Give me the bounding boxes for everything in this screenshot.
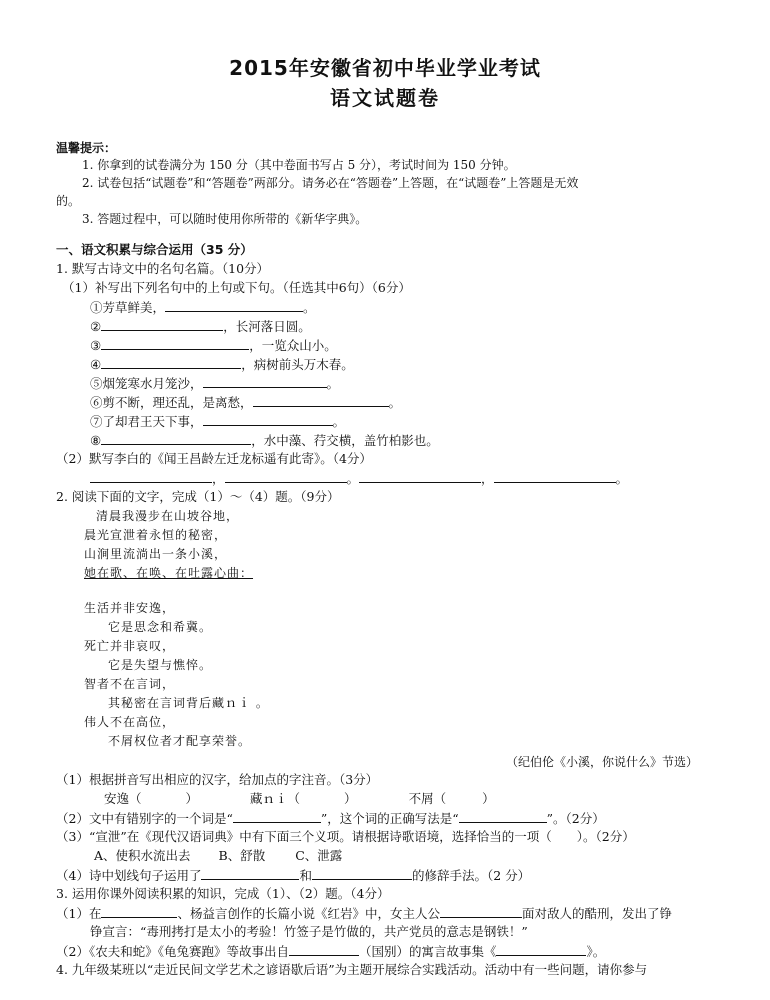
question-1-1: （1）补写出下列名句中的上句或下句。（任选其中6句）（6分） — [62, 280, 411, 295]
fill-line-7: ⑦了却君王天下事， 。 — [90, 414, 346, 429]
question-2-1: （1）根据拼音写出相应的汉字，给加点的字注音。（3分） — [56, 772, 379, 787]
poem-line-underlined: 她在歌、在唤、在吐露心曲： — [84, 566, 254, 580]
fill-line-5: ⑤烟笼寒水月笼沙， 。 — [90, 376, 340, 391]
poem-recite-blanks: ， 。 ， 。 — [90, 470, 628, 487]
answer-blank[interactable] — [203, 375, 327, 388]
option-b: B、舒散 — [218, 848, 266, 863]
answer-blank[interactable] — [101, 905, 177, 918]
poem-line: 不屑权位者才配享荣誉。 — [108, 734, 252, 748]
poem-line: 它是思念和希冀。 — [108, 620, 213, 634]
notice-heading: 温馨提示： — [56, 141, 117, 155]
answer-blank[interactable] — [101, 432, 251, 445]
answer-blank[interactable] — [496, 943, 586, 956]
answer-blank[interactable] — [289, 943, 359, 956]
answer-blank[interactable] — [90, 470, 212, 483]
question-1-2: （2）默写李白的《闻王昌龄左迁龙标遥有此寄》。（4分） — [56, 451, 372, 466]
answer-blank[interactable] — [225, 470, 347, 483]
option-c: C、泄露 — [295, 848, 343, 863]
answer-blank[interactable] — [101, 337, 249, 350]
fill-line-4: ④ ，病树前头万木春。 — [90, 357, 354, 372]
notice-item-2-cont: 的。 — [56, 194, 81, 208]
question-1: 1. 默写古诗文中的名句名篇。（10分） — [56, 261, 270, 276]
answer-blank[interactable] — [201, 867, 299, 880]
fill-line-8: ⑧ ，水中藻、荇交横，盖竹柏影也。 — [90, 433, 439, 448]
question-3-1-cont: 铮宣言：“毒刑拷打是太小的考验！竹签子是竹做的，共产党员的意志是钢铁！” — [90, 924, 528, 939]
option-a: A、使积水流出去 — [94, 848, 191, 863]
question-2-3-options — [94, 848, 342, 864]
answer-blank[interactable] — [203, 413, 333, 426]
answer-blank[interactable] — [233, 810, 321, 823]
answer-blank[interactable] — [359, 470, 481, 483]
poem-line: 山涧里流淌出一条小溪， — [84, 547, 228, 561]
question-3: 3. 运用你课外阅读积累的知识，完成（1）、（2）题。（4分） — [56, 886, 390, 901]
poem-source: （纪伯伦《小溪，你说什么》节选） — [506, 755, 699, 769]
poem-line: 智者不在言词， — [84, 677, 176, 691]
question-2-2: （2）文中有错别字的一个词是“ ”，这个词的正确写法是“ ”。（2分） — [56, 811, 605, 826]
poem-line: 死亡并非哀叹， — [84, 639, 176, 653]
poem-line: 伟人不在高位， — [84, 715, 176, 729]
fill-line-6: ⑥剪不断，理还乱，是离愁， 。 — [90, 395, 402, 410]
exam-title: 2015年安徽省初中毕业学业考试 — [229, 56, 541, 80]
question-2-4: （4）诗中划线句子运用了 和 的修辞手法。（2 分） — [56, 868, 531, 883]
answer-blank[interactable] — [101, 318, 223, 331]
pinyin-items: 安逸（ ） 藏ｎｉ（ ） 不屑（ ） — [104, 791, 495, 806]
exam-subtitle: 语文试题卷 — [330, 86, 440, 110]
fill-line-1: ①芳草鲜美， 。 — [90, 300, 316, 315]
section1-heading: 一、语文积累与综合运用（35 分） — [56, 242, 253, 257]
answer-blank[interactable] — [440, 905, 522, 918]
poem-line: 生活并非安逸， — [84, 601, 176, 615]
answer-blank[interactable] — [459, 810, 547, 823]
question-2: 2. 阅读下面的文字，完成（1）～（4）题。（9分） — [56, 489, 340, 504]
poem-line: 其秘密在言词背后藏ｎｉ 。 — [108, 696, 269, 710]
notice-item-3: 3. 答题过程中，可以随时使用你所带的《新华字典》。 — [82, 212, 368, 226]
answer-blank[interactable] — [494, 470, 616, 483]
fill-line-2: ② ，长河落日圆。 — [90, 319, 311, 334]
poem-line: 它是失望与憔悴。 — [108, 658, 213, 672]
notice-item-2: 2. 试卷包括“试题卷”和“答题卷”两部分。请务必在“答题卷”上答题，在“试题卷”上答题是无效 — [82, 176, 579, 190]
answer-blank[interactable] — [253, 394, 389, 407]
answer-blank[interactable] — [312, 867, 412, 880]
question-3-1: （1）在 、杨益言创作的长篇小说《红岩》中，女主人公 面对敌人的酷刑，发出了铮 — [56, 906, 672, 921]
notice-item-1: 1. 你拿到的试卷满分为 150 分（其中卷面书写占 5 分），考试时间为 150 分钟。 — [82, 158, 516, 172]
question-3-2: （2）《农夫和蛇》《龟兔赛跑》等故事出自 （国别）的寓言故事集《 》。 — [56, 944, 606, 959]
poem-line: 清晨我漫步在山坡谷地， — [96, 509, 240, 523]
fill-line-3: ③ ，一览众山小。 — [90, 338, 337, 353]
poem-line: 晨光宣泄着永恒的秘密， — [84, 528, 228, 542]
answer-blank[interactable] — [165, 299, 303, 312]
question-2-3: （3）“宣泄”在《现代汉语词典》中有下面三个义项。请根据诗歌语境，选择恰当的一项（ ）。（2分） — [56, 829, 635, 844]
question-4: 4. 九年级某班以“走近民间文学艺术之谚语歇后语”为主题开展综合实践活动。活动中有一些问题，请你参与 — [56, 962, 648, 977]
answer-blank[interactable] — [101, 356, 241, 369]
